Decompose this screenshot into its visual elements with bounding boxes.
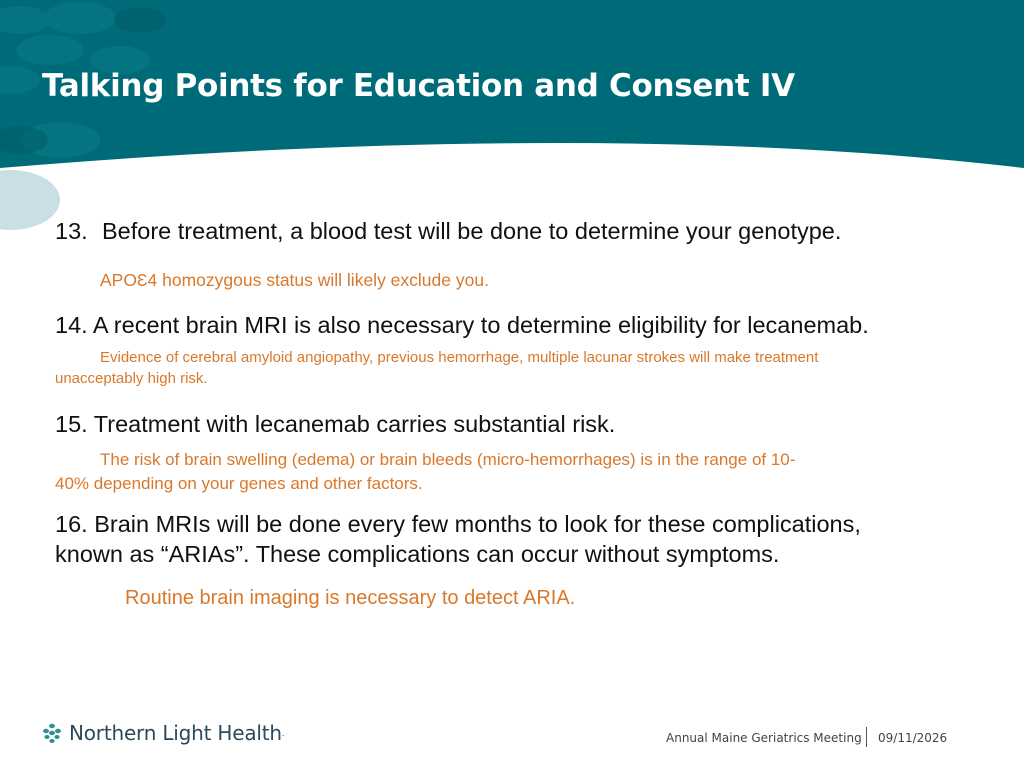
meeting-name: Annual Maine Geriatrics Meeting [666, 731, 862, 745]
point-number: 13. [55, 218, 88, 244]
point-text-line1: 16. Brain MRIs will be done every few months to look for these complications, [55, 511, 861, 537]
header-background [0, 0, 1024, 230]
footer-logo [41, 721, 284, 745]
point-text: 15. Treatment with lecanemab carries substantial risk. [55, 411, 616, 437]
point-subtext-line2: unacceptably high risk. [55, 370, 208, 387]
point-subtext: APOƐ4 homozygous status will likely exclude you. [100, 270, 489, 290]
point-subtext-line1: The risk of brain swelling (edema) or brain bleeds (micro-hemorrhages) is in the range of 10- [100, 450, 796, 469]
meeting-date: 09/11/2026 [878, 731, 948, 745]
header-banner [0, 0, 1024, 230]
slide-title: Talking Points for Education and Consent IV [42, 68, 795, 104]
logo-text: Northern Light Health [69, 721, 282, 745]
logo-trademark: . [281, 728, 285, 738]
point-text-line2: known as “ARIAs”. These complications can occur without symptoms. [55, 541, 780, 567]
point-text: 14. A recent brain MRI is also necessary to determine eligibility for lecanemab. [55, 312, 869, 338]
point-subtext-line1: Evidence of cerebral amyloid angiopathy, previous hemorrhage, multiple lacunar strokes will make treatment [100, 349, 819, 366]
point-text: Before treatment, a blood test will be done to determine your genotype. [102, 218, 842, 244]
point-subtext: Routine brain imaging is necessary to detect ARIA. [125, 587, 576, 609]
point-subtext-line2: 40% depending on your genes and other factors. [55, 474, 423, 493]
footer-divider [866, 727, 867, 747]
pinecone-logo-icon [41, 722, 63, 744]
